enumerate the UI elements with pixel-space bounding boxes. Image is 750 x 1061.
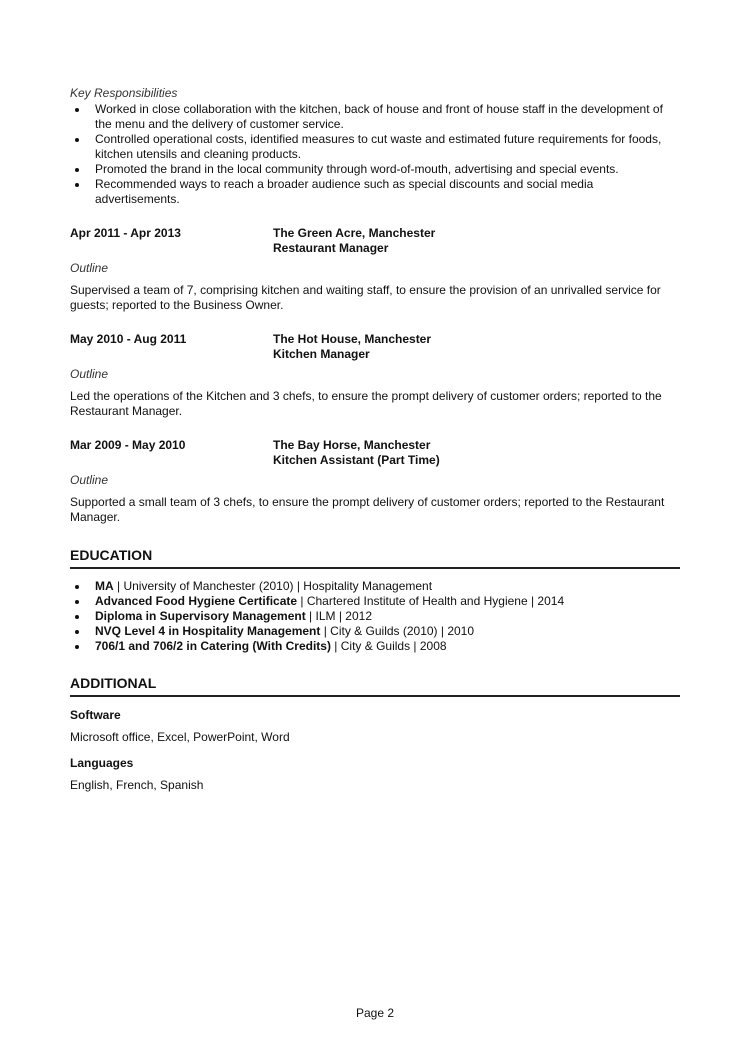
qualification-details: | Chartered Institute of Health and Hygiene | 2014 — [297, 594, 565, 608]
job-dates: Mar 2009 - May 2010 — [70, 438, 186, 452]
languages-list: English, French, Spanish — [70, 778, 204, 792]
job-header — [70, 438, 680, 468]
responsibilities-list — [70, 102, 680, 207]
list-item — [70, 609, 680, 624]
list-item: Controlled operational costs, identified measures to cut waste and estimated future requirements for foods, kitchen utensils and cleaning products. — [70, 132, 680, 162]
list-item: Recommended ways to reach a broader audience such as special discounts and social media advertisements. — [70, 177, 680, 207]
outline-label: Outline — [70, 261, 109, 275]
job-title: Kitchen Assistant (Part Time) — [273, 453, 440, 467]
additional-heading: ADDITIONAL — [70, 674, 680, 697]
job-outline: Supported a small team of 3 chefs, to ensure the prompt delivery of customer orders; reported to the Restaurant Manager. — [70, 495, 665, 524]
job-header — [70, 226, 680, 256]
job-employer-title — [273, 226, 435, 256]
qualification: NVQ Level 4 in Hospitality Management — [95, 624, 321, 638]
qualification-details: | City & Guilds | 2008 — [330, 639, 447, 653]
page-number: Page 2 — [355, 1006, 395, 1020]
job-employer: The Hot House, Manchester — [273, 332, 432, 346]
qualification: Diploma in Supervisory Management — [95, 609, 306, 623]
qualification: 706/1 and 706/2 in Catering (With Credits) — [95, 639, 331, 653]
job-dates: Apr 2011 - Apr 2013 — [70, 226, 181, 240]
job-employer: The Bay Horse, Manchester — [273, 438, 431, 452]
job-header — [70, 332, 680, 362]
software-label: Software — [70, 708, 121, 722]
job-employer-title — [273, 438, 440, 468]
qualification: MA — [95, 579, 114, 593]
resume-page — [70, 86, 680, 793]
list-item — [70, 579, 680, 594]
qualification-details: | ILM | 2012 — [305, 609, 372, 623]
responsibilities-heading: Key Responsibilities — [70, 86, 178, 100]
job-title: Kitchen Manager — [273, 347, 370, 361]
qualification-details: | University of Manchester (2010) | Hospitality Management — [113, 579, 433, 593]
job-employer-title — [273, 332, 431, 362]
list-item: Worked in close collaboration with the kitchen, back of house and front of house staff in the development of the menu and the delivery of customer service. — [70, 102, 680, 132]
education-list — [70, 579, 680, 654]
software-list: Microsoft office, Excel, PowerPoint, Word — [70, 730, 290, 744]
job-title: Restaurant Manager — [273, 241, 389, 255]
qualification-details: | City & Guilds (2010) | 2010 — [320, 624, 475, 638]
list-item — [70, 624, 680, 639]
job-outline: Led the operations of the Kitchen and 3 chefs, to ensure the prompt delivery of customer orders; reported to the Restaurant Manager. — [70, 389, 662, 418]
job-dates: May 2010 - Aug 2011 — [70, 332, 187, 346]
qualification: Advanced Food Hygiene Certificate — [95, 594, 298, 608]
outline-label: Outline — [70, 367, 109, 381]
education-heading: EDUCATION — [70, 546, 680, 569]
job-employer: The Green Acre, Manchester — [273, 226, 436, 240]
job-outline: Supervised a team of 7, comprising kitchen and waiting staff, to ensure the provision of an unrivalled service for guests; reported to the Business Owner. — [70, 283, 661, 312]
list-item — [70, 639, 680, 654]
list-item: Promoted the brand in the local community through word-of-mouth, advertising and special events. — [70, 162, 680, 177]
list-item — [70, 594, 680, 609]
languages-label: Languages — [70, 756, 134, 770]
outline-label: Outline — [70, 473, 109, 487]
